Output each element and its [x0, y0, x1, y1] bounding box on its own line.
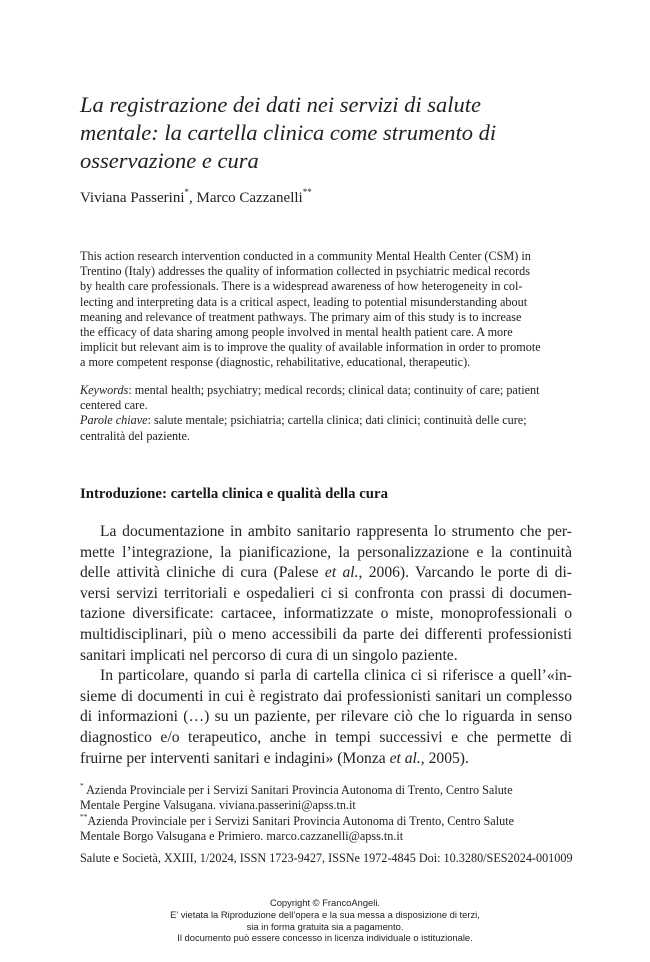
body-text-part: fruirne per interventi sanitari e indagini» (Monza	[80, 749, 390, 767]
abstract-line: the efficacy of data sharing among people involved in mental health patient care. A more	[80, 325, 513, 340]
footnote-line: Mentale Pergine Valsugana. viviana.passerini@apss.tn.it	[80, 798, 356, 813]
author-separator: ,	[189, 190, 197, 206]
body-line: di informazioni (…) su un paziente, per rilevare ciò che lo riguarda in senso	[80, 708, 572, 726]
body-line	[80, 749, 572, 770]
copyright-line: sia in forma gratuita sia a pagamento.	[246, 920, 404, 932]
author-name: Viviana Passerini	[80, 190, 185, 206]
copyright-line: Copyright © FrancoAngeli.	[269, 897, 381, 908]
abstract-line: implicit but relevant aim is to improve the quality of available information in order to promote	[80, 340, 541, 355]
footnote-line: Mentale Borgo Valsugana e Primiero. marco.cazzanelli@apss.tn.it	[80, 829, 404, 844]
keywords-text: : mental health; psychiatry; medical records; clinical data; continuity of care; patient	[128, 383, 540, 397]
body-line	[80, 563, 572, 584]
abstract-line: meaning and relevance of treatment pathways. The primary aim of this study is to increase	[80, 309, 522, 324]
abstract-line: This action research intervention conducted in a community Mental Health Center (CSM) in	[80, 249, 531, 263]
body-text	[80, 522, 572, 769]
author-footnote-mark: *	[184, 187, 189, 197]
abstract	[80, 249, 572, 371]
body-line: In particolare, quando si parla di cartella clinica ci si riferisce a quell’«in-	[100, 667, 572, 685]
body-line: versi servizi territoriali e ospedalieri ci si confronta con prassi di documen-	[80, 584, 572, 602]
title-line: osservazione e cura	[80, 148, 259, 173]
author-footnote-mark: **	[302, 187, 312, 197]
footnote-mark: **	[80, 811, 88, 821]
title-line: mentale: la cartella clinica come strumento di	[80, 120, 497, 145]
keywords-text-it: : salute mentale; psichiatria; cartella clinica; dati clinici; continuità delle cure;	[147, 413, 527, 428]
section-heading: Introduzione: cartella clinica e qualità della cura	[80, 486, 388, 502]
copyright-notice	[0, 897, 650, 944]
abstract-line: Trentino (Italy) addresses the quality of information collected in psychiatric medical records	[80, 264, 531, 279]
abstract-line: lecting and interpreting data is a critical aspect, leading to potential misunderstanding about	[80, 294, 528, 309]
body-line: sanitari implicati nel percorso di cura di un singolo paziente.	[80, 646, 458, 664]
body-line: multidisciplinari, più o meno accessibili da parte dei differenti professionisti	[80, 625, 572, 643]
keywords-line: centered care.	[80, 398, 148, 413]
body-line: La documentazione in ambito sanitario rappresenta lo strumento che per-	[100, 523, 572, 540]
body-line: mette l’integrazione, la pianificazione, la personalizzazione e la continuità	[80, 543, 572, 561]
body-text-part: , 2006). Varcando le porte di di-	[358, 564, 572, 582]
abstract-line: a more competent response (diagnostic, rehabilitative, educational, therapeutic).	[80, 355, 471, 370]
footnote-text: Azienda Provinciale per i Servizi Sanitari Provincia Autonoma di Trento, Centro Salute	[83, 783, 513, 797]
keywords-label: Keywords	[80, 383, 129, 397]
keywords-line-it	[80, 413, 572, 428]
body-line: diagnostico e/o terapeutico, anche in tempi successivi e che permette di	[80, 728, 572, 746]
article-title	[80, 91, 550, 175]
body-text-part: , 2005).	[420, 749, 469, 767]
keywords	[80, 383, 572, 444]
authors	[80, 187, 312, 207]
body-line: sieme di documenti in cui è registrato dai professionisti sanitari un complesso	[80, 687, 572, 705]
copyright-line: E’ vietata la Riproduzione dell’opera e la sua messa a disposizione di terzi,	[170, 908, 480, 920]
title-line: La registrazione dei dati nei servizi di salute	[80, 92, 482, 117]
abstract-line: by health care professionals. There is a widespread awareness of how heterogeneity in col-	[80, 279, 523, 294]
footnotes	[80, 783, 572, 845]
keywords-line	[80, 383, 572, 398]
body-text-italic: et al.	[389, 749, 421, 767]
footnote-line	[80, 783, 572, 798]
body-line: tazione diversificate: cartacee, informatizzate o miste, monoprofessionali o	[80, 605, 572, 623]
footnote-mark: *	[80, 781, 84, 790]
body-text-part: delle attività cliniche di cura (Palese	[80, 564, 325, 582]
footnote-text: Azienda Provinciale per i Servizi Sanitari Provincia Autonoma di Trento, Centro Salute	[87, 813, 514, 828]
keywords-line-it: centralità del paziente.	[80, 428, 190, 443]
author-name: Marco Cazzanelli	[196, 190, 303, 206]
keywords-label-it: Parole chiave	[80, 413, 148, 428]
footnote-line	[80, 811, 572, 829]
body-text-italic: et al.	[324, 564, 359, 582]
journal-citation: Salute e Società, XXIII, 1/2024, ISSN 1723-9427, ISSNe 1972-4845 Doi: 10.3280/SES2024-001009	[80, 851, 573, 865]
copyright-line: Il documento può essere concesso in licenza individuale o istituzionale.	[177, 932, 473, 944]
